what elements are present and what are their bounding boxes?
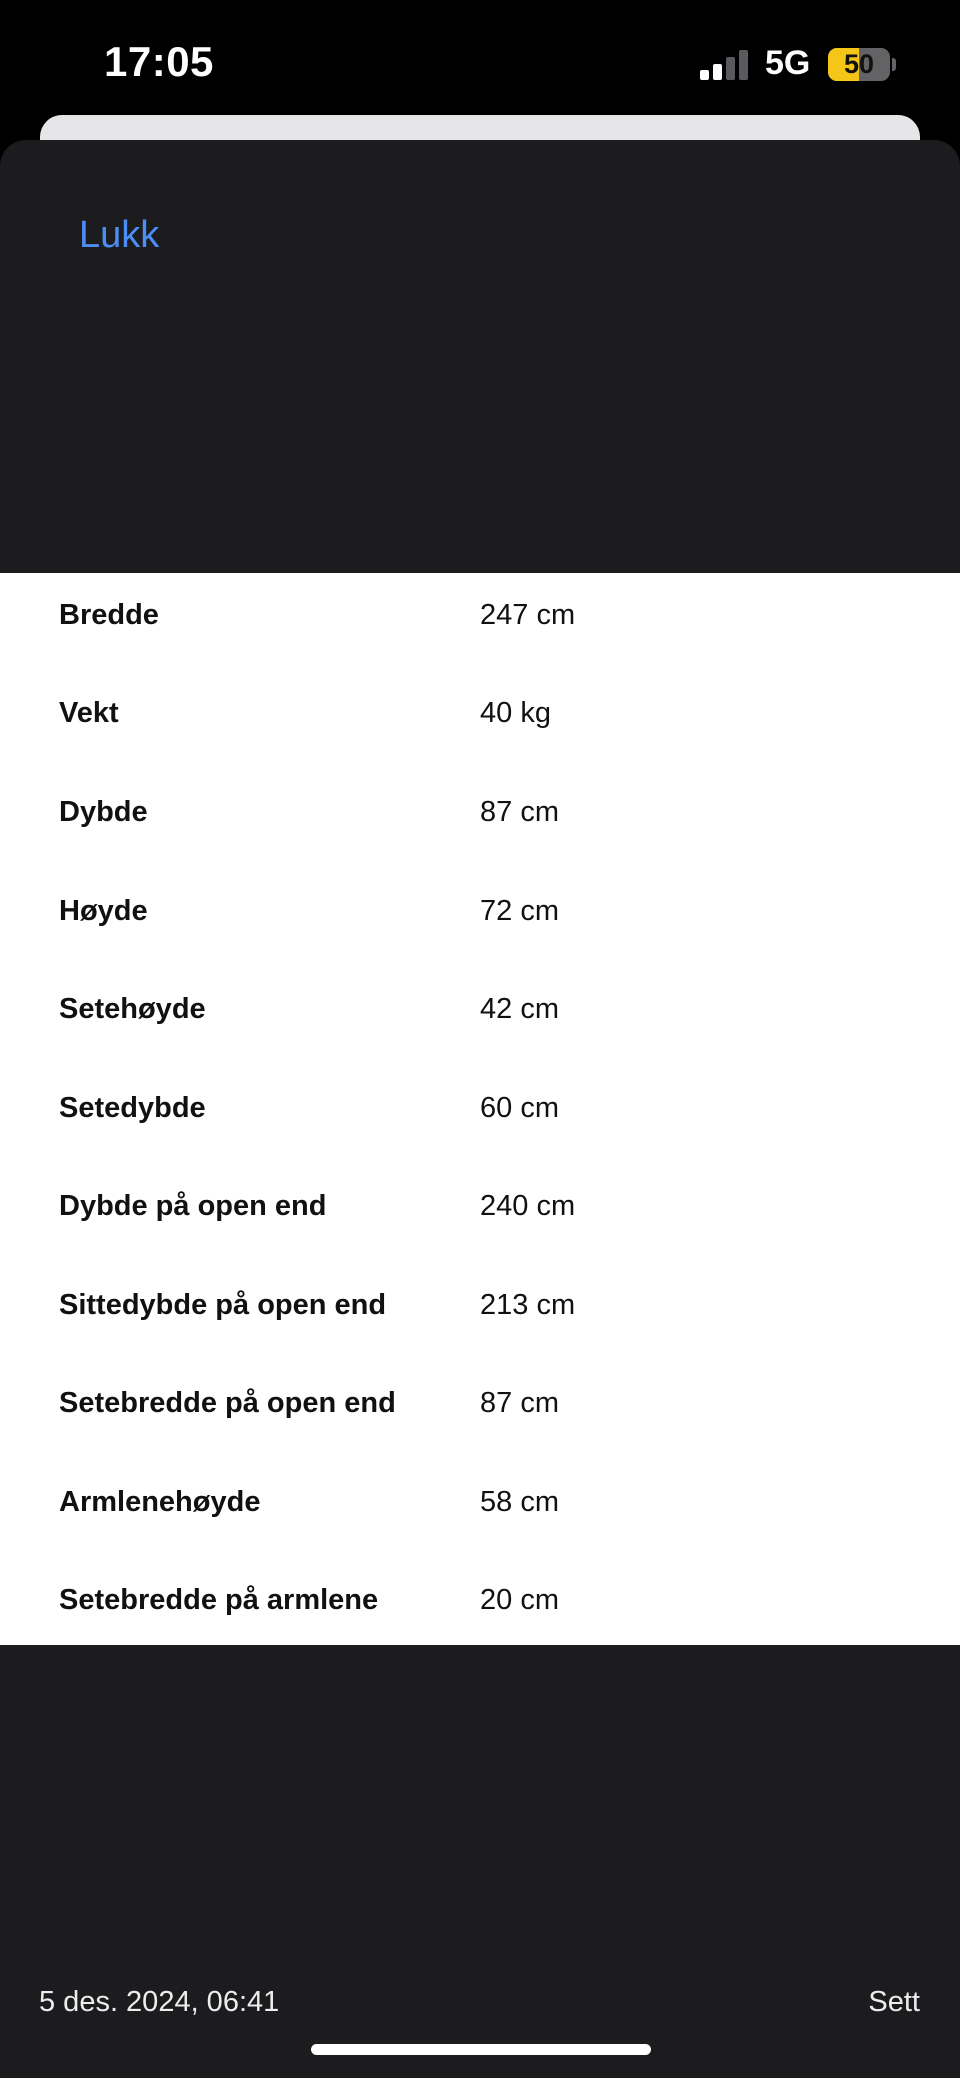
close-button[interactable]: Lukk [79,214,160,256]
spec-row [0,1460,960,1558]
battery-icon [828,48,890,81]
message-timestamp: 5 des. 2024, 06:41 [39,1986,280,2018]
spec-row [0,573,960,671]
battery-level: 50 [843,49,875,79]
spec-row [0,770,960,868]
spec-label: Dybde [59,796,148,828]
spec-row [0,1558,960,1656]
spec-value: 60 cm [480,1092,559,1124]
spec-value: 247 cm [480,599,576,631]
cellular-signal-icon [700,48,752,80]
spec-row [0,1066,960,1164]
spec-value: 20 cm [480,1584,559,1616]
spec-label: Sittedybde på open end [59,1289,387,1321]
spec-value: 40 kg [480,697,551,729]
read-status: Sett [868,1986,920,2018]
spec-label: Setedybde [59,1092,206,1124]
spec-label: Setebredde på open end [59,1387,396,1419]
spec-value: 87 cm [480,796,559,828]
spec-row [0,869,960,967]
signal-bar [700,70,709,80]
spec-label: Setebredde på armlene [59,1584,379,1616]
spec-value: 213 cm [480,1289,576,1321]
spec-label: Bredde [59,599,159,631]
spec-label: Dybde på open end [59,1190,327,1222]
spec-row [0,671,960,769]
spec-label: Vekt [59,697,119,729]
spec-value: 87 cm [480,1387,559,1419]
spec-label: Armlenehøyde [59,1486,261,1518]
status-bar [0,0,960,130]
specifications-table [0,573,960,1645]
signal-bar [713,64,722,80]
battery-nub [892,58,896,71]
spec-value: 58 cm [480,1486,559,1518]
spec-label: Setehøyde [59,993,206,1025]
home-indicator[interactable] [311,2044,651,2055]
status-time: 17:05 [104,38,214,85]
spec-row [0,1263,960,1361]
spec-label: Høyde [59,895,148,927]
spec-row [0,1361,960,1459]
network-type: 5G [765,44,811,82]
spec-row [0,967,960,1065]
spec-value: 72 cm [480,895,559,927]
signal-bar [739,50,748,80]
spec-row [0,1164,960,1262]
spec-value: 42 cm [480,993,559,1025]
signal-bar [726,57,735,80]
spec-value: 240 cm [480,1190,576,1222]
